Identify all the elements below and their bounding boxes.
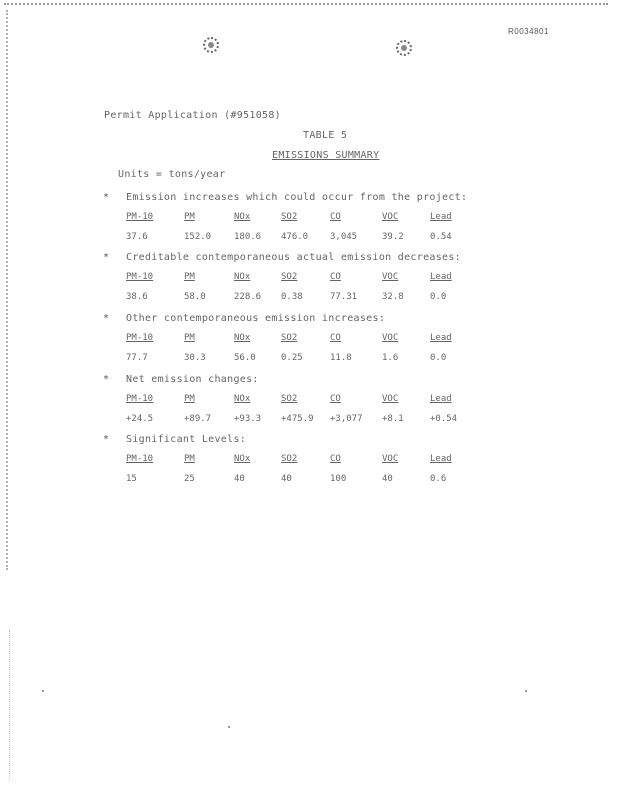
pollutant-header-row [0,272,618,286]
emission-value-row [0,292,618,306]
scan-edge-left-lower [9,630,10,780]
table-title: TABLE 5 [303,130,348,141]
pollutant-header-row [0,454,618,468]
section-label: Significant Levels: [126,434,247,445]
pollutant-header: Lead [430,394,452,404]
emission-value: 25 [184,474,195,484]
pollutant-header: SO2 [281,454,298,464]
emission-value: +3,077 [330,414,363,424]
pollutant-header: PM [184,212,195,222]
section-bullet: * [103,192,110,203]
section-label: Creditable contemporaneous actual emission decreases: [126,252,461,263]
pollutant-header: VOC [382,333,399,343]
section-label: Emission increases which could occur from the project: [126,192,468,203]
pollutant-header: Lead [430,272,452,282]
emission-value: 40 [281,474,292,484]
emission-value: 228.6 [234,292,262,302]
emission-value: 77.7 [126,353,148,363]
emission-value: 40 [382,474,393,484]
scan-speck [42,690,44,692]
emission-value: 1.6 [382,353,399,363]
pollutant-header: VOC [382,212,399,222]
pollutant-header: PM [184,394,195,404]
pollutant-header: VOC [382,272,399,282]
emission-value: 476.0 [281,232,309,242]
emission-value: 152.0 [184,232,212,242]
emission-value: 0.6 [430,474,447,484]
pollutant-header: PM-10 [126,333,154,343]
pollutant-header: CO [330,333,341,343]
emission-value: +93.3 [234,414,262,424]
emission-value: 0.38 [281,292,303,302]
pollutant-header-row [0,333,618,347]
section-bullet: * [103,374,110,385]
emission-value: 38.6 [126,292,148,302]
pollutant-header: CO [330,394,341,404]
emission-value-row [0,353,618,367]
pollutant-header: PM [184,454,195,464]
emission-value: 77.31 [330,292,358,302]
pollutant-header: PM-10 [126,454,154,464]
pollutant-header-row [0,394,618,408]
emission-value: 0.25 [281,353,303,363]
pollutant-header: SO2 [281,212,298,222]
pollutant-header: NOx [234,454,251,464]
pollutant-header: SO2 [281,394,298,404]
emission-value: 0.0 [430,292,447,302]
section-label: Other contemporaneous emission increases: [126,313,386,324]
pollutant-header-row [0,212,618,226]
pollutant-header: Lead [430,333,452,343]
pollutant-header: PM [184,333,195,343]
pollutant-header: PM-10 [126,394,154,404]
emission-value: 58.0 [184,292,206,302]
section-bullet: * [103,252,110,263]
emission-value-row [0,474,618,488]
pollutant-header: VOC [382,454,399,464]
pollutant-header: PM-10 [126,212,154,222]
seal-left-icon [203,37,219,53]
units-label: Units = tons/year [118,169,226,180]
seal-right-icon [396,40,412,56]
pollutant-header: PM-10 [126,272,154,282]
emission-value: 32.8 [382,292,404,302]
emission-value: +24.5 [126,414,154,424]
emission-value: 3,045 [330,232,358,242]
scan-speck [525,690,527,692]
pollutant-header: PM [184,272,195,282]
emission-value: 39.2 [382,232,404,242]
pollutant-header: NOx [234,394,251,404]
section-label: Net emission changes: [126,374,259,385]
application-title: Permit Application (#951058) [104,110,281,121]
emission-value-row [0,414,618,428]
emission-value: +0.54 [430,414,458,424]
document-id: R0034801 [508,27,549,36]
pollutant-header: SO2 [281,333,298,343]
emission-value: 15 [126,474,137,484]
emission-value: +475.9 [281,414,314,424]
emission-value: 180.6 [234,232,262,242]
emission-value: 0.54 [430,232,452,242]
pollutant-header: CO [330,454,341,464]
emission-value: +89.7 [184,414,212,424]
emission-value: 11.8 [330,353,352,363]
pollutant-header: SO2 [281,272,298,282]
pollutant-header: Lead [430,212,452,222]
pollutant-header: Lead [430,454,452,464]
emission-value: +8.1 [382,414,404,424]
pollutant-header: CO [330,212,341,222]
table-subtitle: EMISSIONS SUMMARY [272,150,380,161]
pollutant-header: NOx [234,212,251,222]
emission-value: 100 [330,474,347,484]
section-bullet: * [103,313,110,324]
pollutant-header: NOx [234,272,251,282]
scan-edge-top [4,3,608,5]
scan-speck [228,726,230,728]
pollutant-header: VOC [382,394,399,404]
emission-value: 37.6 [126,232,148,242]
pollutant-header: CO [330,272,341,282]
emission-value: 0.0 [430,353,447,363]
emission-value: 30.3 [184,353,206,363]
pollutant-header: NOx [234,333,251,343]
emission-value-row [0,232,618,246]
emission-value: 40 [234,474,245,484]
emission-value: 56.0 [234,353,256,363]
section-bullet: * [103,434,110,445]
